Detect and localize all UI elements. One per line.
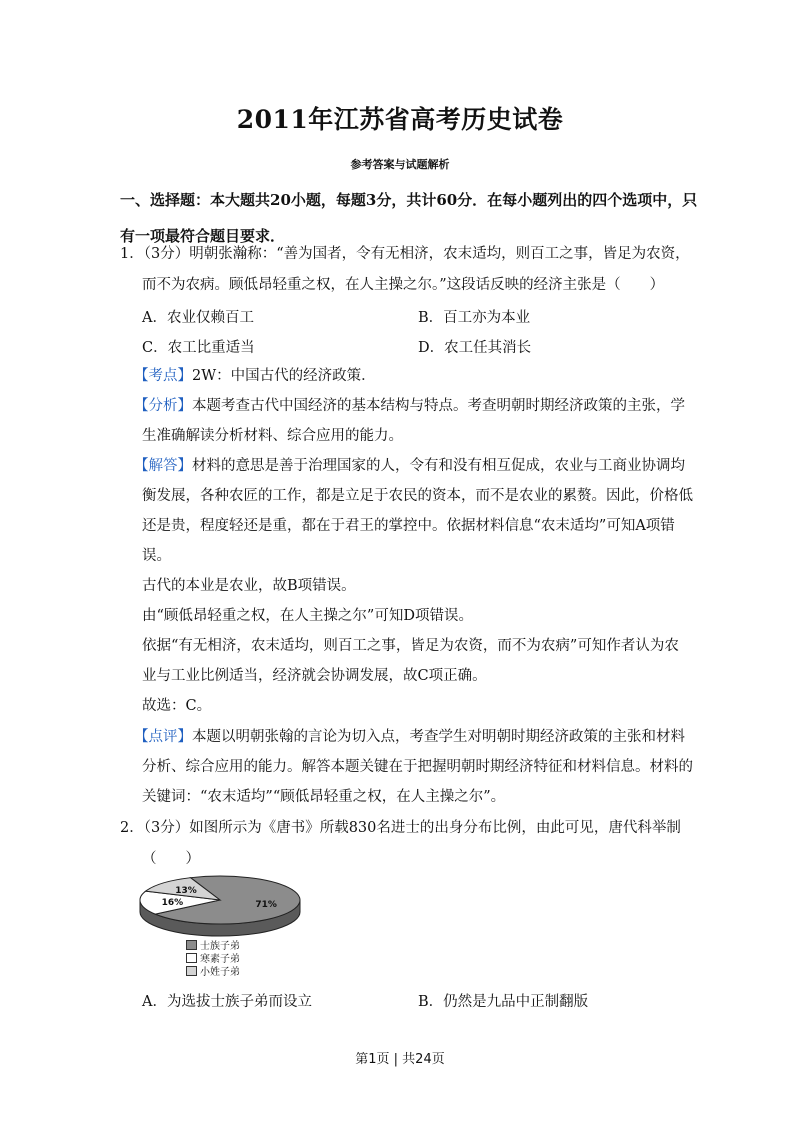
dianping-text: 本题以明朝张翰的言论为切入点，考查学生对明朝时期经济政策的主张和材料 xyxy=(192,729,685,745)
jieda-text-line: 故选：C。 xyxy=(142,698,212,714)
q1-option-b: B．百工亦为本业 xyxy=(418,310,531,326)
chart-legend xyxy=(186,940,240,979)
section-heading-line: 一、选择题：本大题共20小题，每题3分，共计60分．在每小题列出的四个选项中，只 xyxy=(120,191,698,209)
q2-stem-line: （ ） xyxy=(142,851,200,867)
jieda-text-line: 业与工业比例适当，经济就会协调发展，故C项正确。 xyxy=(142,668,487,684)
pie-value-label: 71% xyxy=(255,900,277,911)
jieda-text-line: 还是贵，程度轻还是重，都在于君王的掌控中。依据材料信息“农末适均”可知A项错 xyxy=(142,518,675,534)
jieda-tag: 【解答】 xyxy=(134,458,192,474)
q2-option-a: A．为选拔士族子弟而设立 xyxy=(142,994,312,1010)
q2-stem-line: 2．（3分）如图所示为《唐书》所载830名进士的出身分布比例，由此可见，唐代科举制 xyxy=(120,820,681,836)
jieda-text-line: 依据“有无相济，农末适均，则百工之事，皆足为农资，而不为农病”可知作者认为农 xyxy=(142,638,679,654)
kaodian-text: 2W：中国古代的经济政策． xyxy=(192,368,376,384)
page-title: 2011年江苏省高考历史试卷 xyxy=(236,105,564,134)
q2-option-b: B．仍然是九品中正制翻版 xyxy=(418,994,589,1010)
fenxi-text: 本题考查古代中国经济的基本结构与特点。考查明朝时期经济政策的主张，学 xyxy=(192,398,685,414)
dianping-text-line: 分析、综合应用的能力。解答本题关键在于把握明朝时期经济特征和材料信息。材料的 xyxy=(142,759,693,775)
page-footer: 第1页 | 共24页 xyxy=(355,1052,445,1067)
q1-fenxi xyxy=(134,396,685,416)
kaodian-tag: 【考点】 xyxy=(134,368,192,384)
q1-stem-line: 而不为农病。顾低昂轻重之权，在人主操之尔。”这段话反映的经济主张是（ ） xyxy=(142,277,665,293)
legend-swatch xyxy=(186,953,197,963)
legend-swatch xyxy=(186,940,197,950)
q1-option-c: C．农工比重适当 xyxy=(142,340,255,356)
legend-item xyxy=(186,953,240,966)
jieda-text-line: 由“顾低昂轻重之权，在人主操之尔”可知D项错误。 xyxy=(142,608,473,624)
pie-chart xyxy=(130,870,310,945)
q1-option-a: A．农业仅赖百工 xyxy=(142,310,254,326)
q1-kaodian xyxy=(134,366,376,386)
jieda-text-line: 误。 xyxy=(142,548,171,564)
q1-jieda xyxy=(134,456,685,476)
fenxi-tag: 【分析】 xyxy=(134,398,192,414)
section-heading-line: 有一项最符合题目要求． xyxy=(120,227,286,245)
dianping-tag: 【点评】 xyxy=(134,729,192,745)
q1-option-d: D．农工任其消长 xyxy=(418,340,532,356)
legend-label: 士族子弟 xyxy=(200,941,240,952)
legend-label: 小姓子弟 xyxy=(200,967,240,978)
jieda-text: 材料的意思是善于治理国家的人，令有和没有相互促成，农业与工商业协调均 xyxy=(192,458,685,474)
legend-swatch xyxy=(186,966,197,976)
jieda-text-line: 衡发展，各种农匠的工作，都是立足于农民的资本，而不是农业的累赘。因此，价格低 xyxy=(142,488,693,504)
q1-stem-line: 1．（3分）明朝张瀚称：“善为国者，令有无相济，农末适均，则百工之事，皆足为农资， xyxy=(120,246,690,262)
fenxi-text-line: 生准确解读分析材料、综合应用的能力。 xyxy=(142,428,403,444)
dianping-text-line: 关键词：“农末适均”“顾低昂轻重之权，在人主操之尔”。 xyxy=(142,789,506,805)
jieda-text-line: 古代的本业是农业，故B项错误。 xyxy=(142,578,356,594)
legend-item xyxy=(186,966,240,979)
pie-value-label: 13% xyxy=(175,885,197,896)
legend-label: 寒素子弟 xyxy=(200,954,240,965)
page-subtitle: 参考答案与试题解析 xyxy=(350,158,450,171)
legend-item xyxy=(186,940,240,953)
q1-dianping xyxy=(134,727,685,747)
pie-value-label: 16% xyxy=(161,897,184,908)
